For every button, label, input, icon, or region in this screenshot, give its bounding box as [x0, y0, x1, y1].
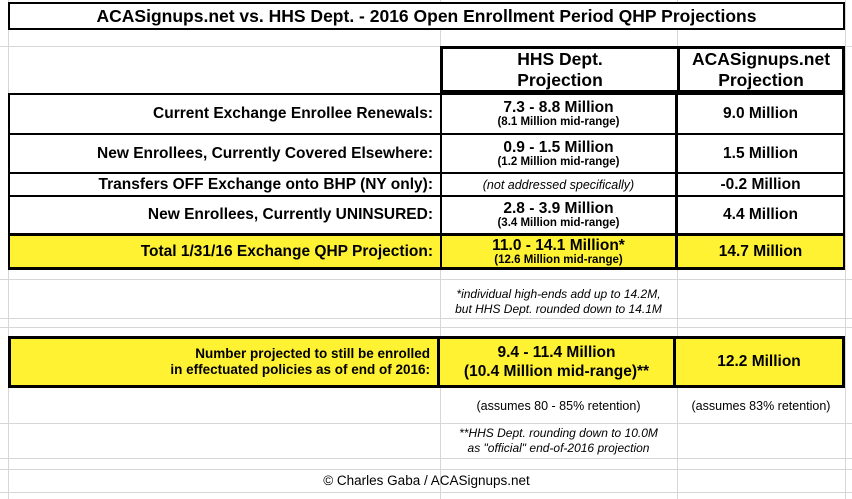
hhs-value: 9.4 - 11.4 Million — [497, 344, 616, 361]
column-header-hhs-line2: Projection — [517, 69, 603, 90]
aca-retention-assumption: (assumes 83% retention) — [691, 398, 831, 413]
hhs-projection-cell — [442, 174, 678, 195]
aca-projection-cell: -0.2 Million — [720, 175, 801, 193]
footnote-line: *individual high-ends add up to 14.2M, — [456, 286, 661, 301]
footnote-line: **HHS Dept. rounding down to 10.0M — [459, 425, 658, 440]
hhs-value: 7.3 - 8.8 Million — [503, 99, 614, 116]
hhs-value: 2.8 - 3.9 Million — [503, 200, 614, 217]
gridline — [0, 318, 852, 319]
gridline — [0, 279, 852, 280]
hhs-midrange: (8.1 Million mid-range) — [497, 116, 620, 128]
projection-table — [8, 93, 845, 270]
row-label-line2: in effectuated policies as of end of 2016: — [170, 362, 430, 377]
aca-projection-cell: 14.7 Million — [718, 242, 803, 260]
row-label: New Enrollees, Currently UNINSURED: — [10, 197, 442, 233]
row-label: Transfers OFF Exchange onto BHP (NY only): — [10, 174, 442, 195]
hhs-retention-assumption: (assumes 80 - 85% retention) — [476, 398, 641, 413]
hhs-value: 0.9 - 1.5 Million — [503, 138, 614, 156]
hhs-projection-cell — [440, 339, 676, 385]
column-header-aca-line2: Projection — [718, 69, 804, 90]
column-header-aca — [680, 49, 842, 90]
row-renewals — [10, 95, 843, 135]
aca-projection-cell: 9.0 Million — [723, 105, 798, 122]
footnote-rounding-total — [440, 286, 677, 318]
hhs-midrange: (12.6 Million mid-range) — [494, 253, 623, 266]
column-header-hhs — [443, 49, 680, 90]
copyright-attribution: © Charles Gaba / ACASignups.net — [323, 473, 530, 488]
row-label: Total 1/31/16 Exchange QHP Projection: — [10, 236, 442, 267]
footnote-line: as "official" end-of-2016 projection — [467, 441, 650, 455]
aca-projection-cell: 1.5 Million — [723, 144, 798, 162]
column-header-hhs-line1: HHS Dept. — [517, 48, 603, 69]
hhs-projection-cell — [442, 236, 678, 267]
hhs-value: 11.0 - 14.1 Million* — [492, 236, 625, 254]
page-title: ACASignups.net vs. HHS Dept. - 2016 Open Enrollment Period QHP Projections — [8, 2, 845, 30]
footnote-rounding-endofyear — [440, 424, 677, 458]
row-uninsured — [10, 197, 843, 236]
gridline — [0, 327, 852, 328]
row-bhp-transfers — [10, 174, 843, 197]
hhs-midrange: (10.4 Million mid-range)** — [463, 363, 650, 380]
hhs-projection-cell — [442, 197, 678, 233]
hhs-projection-cell — [442, 95, 678, 133]
hhs-midrange: (1.2 Million mid-range) — [497, 155, 620, 168]
gridline — [0, 492, 852, 493]
gridline — [845, 0, 846, 499]
effectuated-projection-row — [8, 336, 845, 388]
hhs-midrange: (3.4 Million mid-range) — [497, 217, 620, 229]
row-label: Current Exchange Enrollee Renewals: — [10, 95, 442, 133]
row-label: New Enrollees, Currently Covered Elsewhere: — [10, 135, 442, 172]
hhs-not-addressed-note: (not addressed specifically) — [482, 177, 635, 192]
aca-projection-cell: 12.2 Million — [717, 353, 801, 370]
row-label-line1: Number projected to still be enrolled — [195, 346, 430, 361]
hhs-projection-cell — [442, 135, 678, 172]
footnote-line: but HHS Dept. rounded down to 14.1M — [455, 302, 662, 316]
row-label — [11, 339, 440, 385]
gridline — [0, 458, 852, 459]
aca-projection-cell: 4.4 Million — [723, 206, 798, 223]
row-total-highlighted — [10, 236, 843, 267]
column-header-aca-line1: ACASignups.net — [691, 48, 831, 69]
row-new-covered-elsewhere — [10, 135, 843, 174]
column-headers — [440, 46, 845, 93]
gridline — [0, 423, 852, 424]
